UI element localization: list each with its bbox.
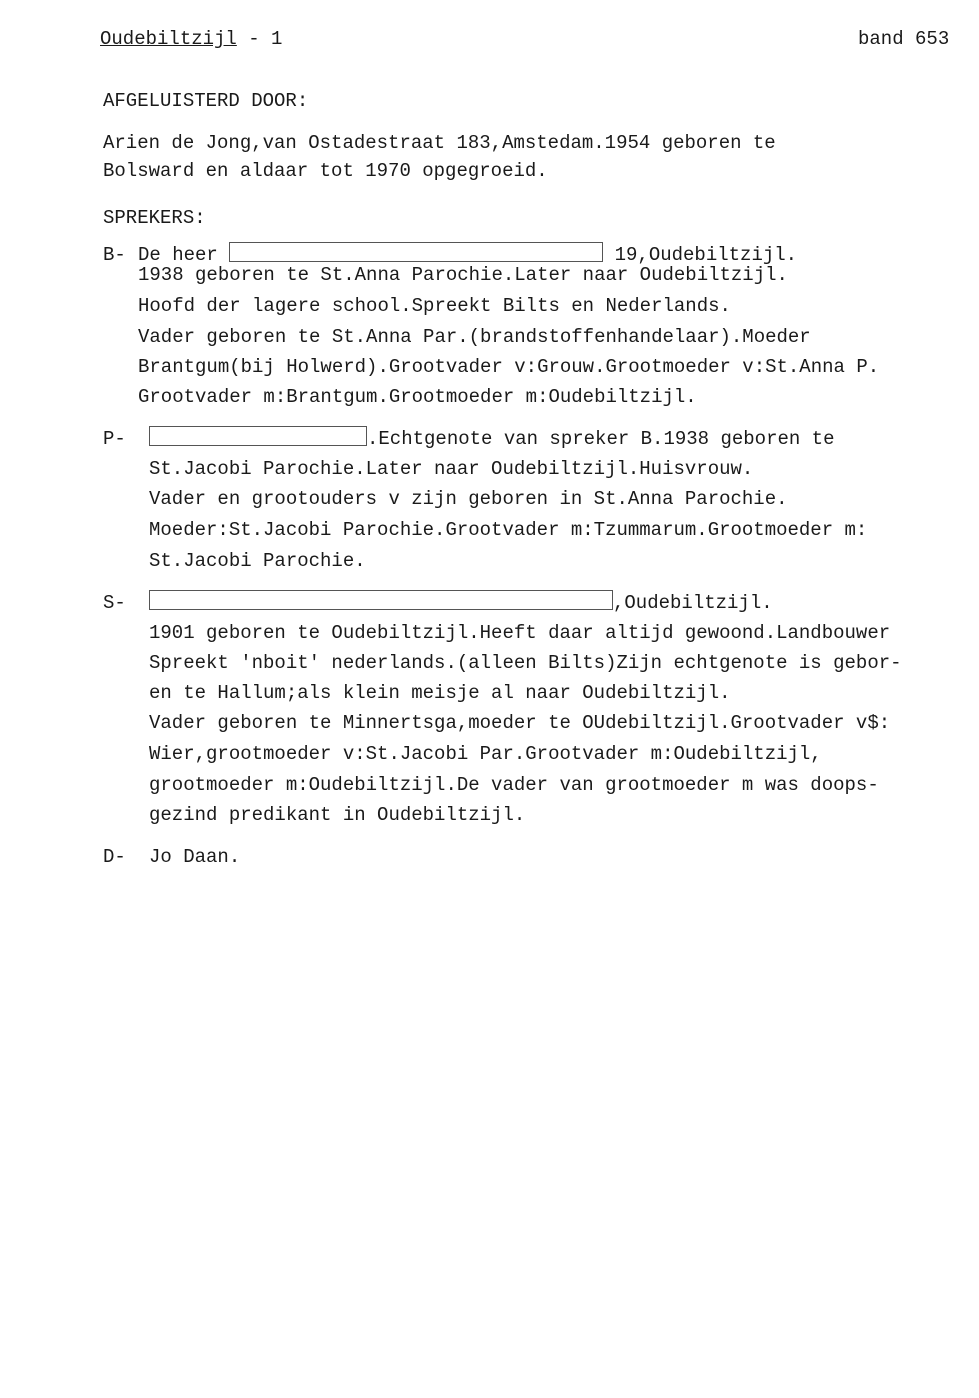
speaker-s-line-4: en te Hallum;als klein meisje al naar Oudebiltzijl. <box>149 682 731 704</box>
speakers-heading: SPREKERS: <box>103 207 206 229</box>
speaker-s-tag: S- <box>103 592 126 614</box>
page-header <box>100 24 282 54</box>
speaker-d-tag: D- <box>103 846 126 868</box>
speaker-s-line-8: gezind predikant in Oudebiltzijl. <box>149 804 526 826</box>
listened-heading: AFGELUISTERD DOOR: <box>103 90 309 112</box>
speaker-p-line-1 <box>149 424 834 454</box>
speaker-s-place: ,Oudebiltzijl. <box>613 592 773 614</box>
speaker-p-line-2: St.Jacobi Parochie.Later naar Oudebiltzijl.Huisvrouw. <box>149 458 754 480</box>
band-number: band 653 <box>858 28 950 50</box>
page-number: - 1 <box>236 28 283 50</box>
speaker-s-line-2: 1901 geboren te Oudebiltzijl.Heeft daar altijd gewoond.Landbouwer <box>149 622 891 644</box>
speaker-b-line-2: 1938 geboren te St.Anna Parochie.Later naar Oudebiltzijl. <box>138 264 788 286</box>
redacted-name-box <box>149 426 367 446</box>
redacted-name-box <box>229 242 603 262</box>
speaker-b-intro: De heer <box>138 244 230 266</box>
speaker-b-line-4: Vader geboren te St.Anna Par.(brandstoffenhandelaar).Moeder <box>138 326 811 348</box>
speaker-b-line-6: Grootvader m:Brantgum.Grootmoeder m:Oudebiltzijl. <box>138 386 697 408</box>
speaker-d-line-1: Jo Daan. <box>149 846 241 868</box>
speaker-b-address: 19,Oudebiltzijl. <box>603 244 798 266</box>
redacted-name-box <box>149 590 613 610</box>
speaker-p-line-5: St.Jacobi Parochie. <box>149 550 366 572</box>
speaker-b-tag: B- <box>103 244 126 266</box>
place-title: Oudebiltzijl <box>100 28 237 50</box>
listened-line-2: Bolsward en aldaar tot 1970 opgegroeid. <box>103 160 548 182</box>
speaker-p-line-4: Moeder:St.Jacobi Parochie.Grootvader m:Tzummarum.Grootmoeder m: <box>149 519 868 541</box>
listened-line-1: Arien de Jong,van Ostadestraat 183,Amstedam.1954 geboren te <box>103 132 776 154</box>
speaker-s-line-1 <box>149 588 773 618</box>
speaker-s-line-5: Vader geboren te Minnertsga,moeder te OUdebiltzijl.Grootvader v$: <box>149 712 891 734</box>
speaker-p-desc: .Echtgenote van spreker B.1938 geboren te <box>367 428 835 450</box>
speaker-s-line-3: Spreekt 'nboit' nederlands.(alleen Bilts)Zijn echtgenote is gebor- <box>149 652 902 674</box>
speaker-p-tag: P- <box>103 428 126 450</box>
speaker-b-line-3: Hoofd der lagere school.Spreekt Bilts en Nederlands. <box>138 295 731 317</box>
speaker-s-line-7: grootmoeder m:Oudebiltzijl.De vader van grootmoeder m was doops- <box>149 774 879 796</box>
speaker-p-line-3: Vader en grootouders v zijn geboren in St.Anna Parochie. <box>149 488 788 510</box>
speaker-b-line-5: Brantgum(bij Holwerd).Grootvader v:Grouw.Grootmoeder v:St.Anna P. <box>138 356 880 378</box>
speaker-s-line-6: Wier,grootmoeder v:St.Jacobi Par.Grootvader m:Oudebiltzijl, <box>149 743 822 765</box>
